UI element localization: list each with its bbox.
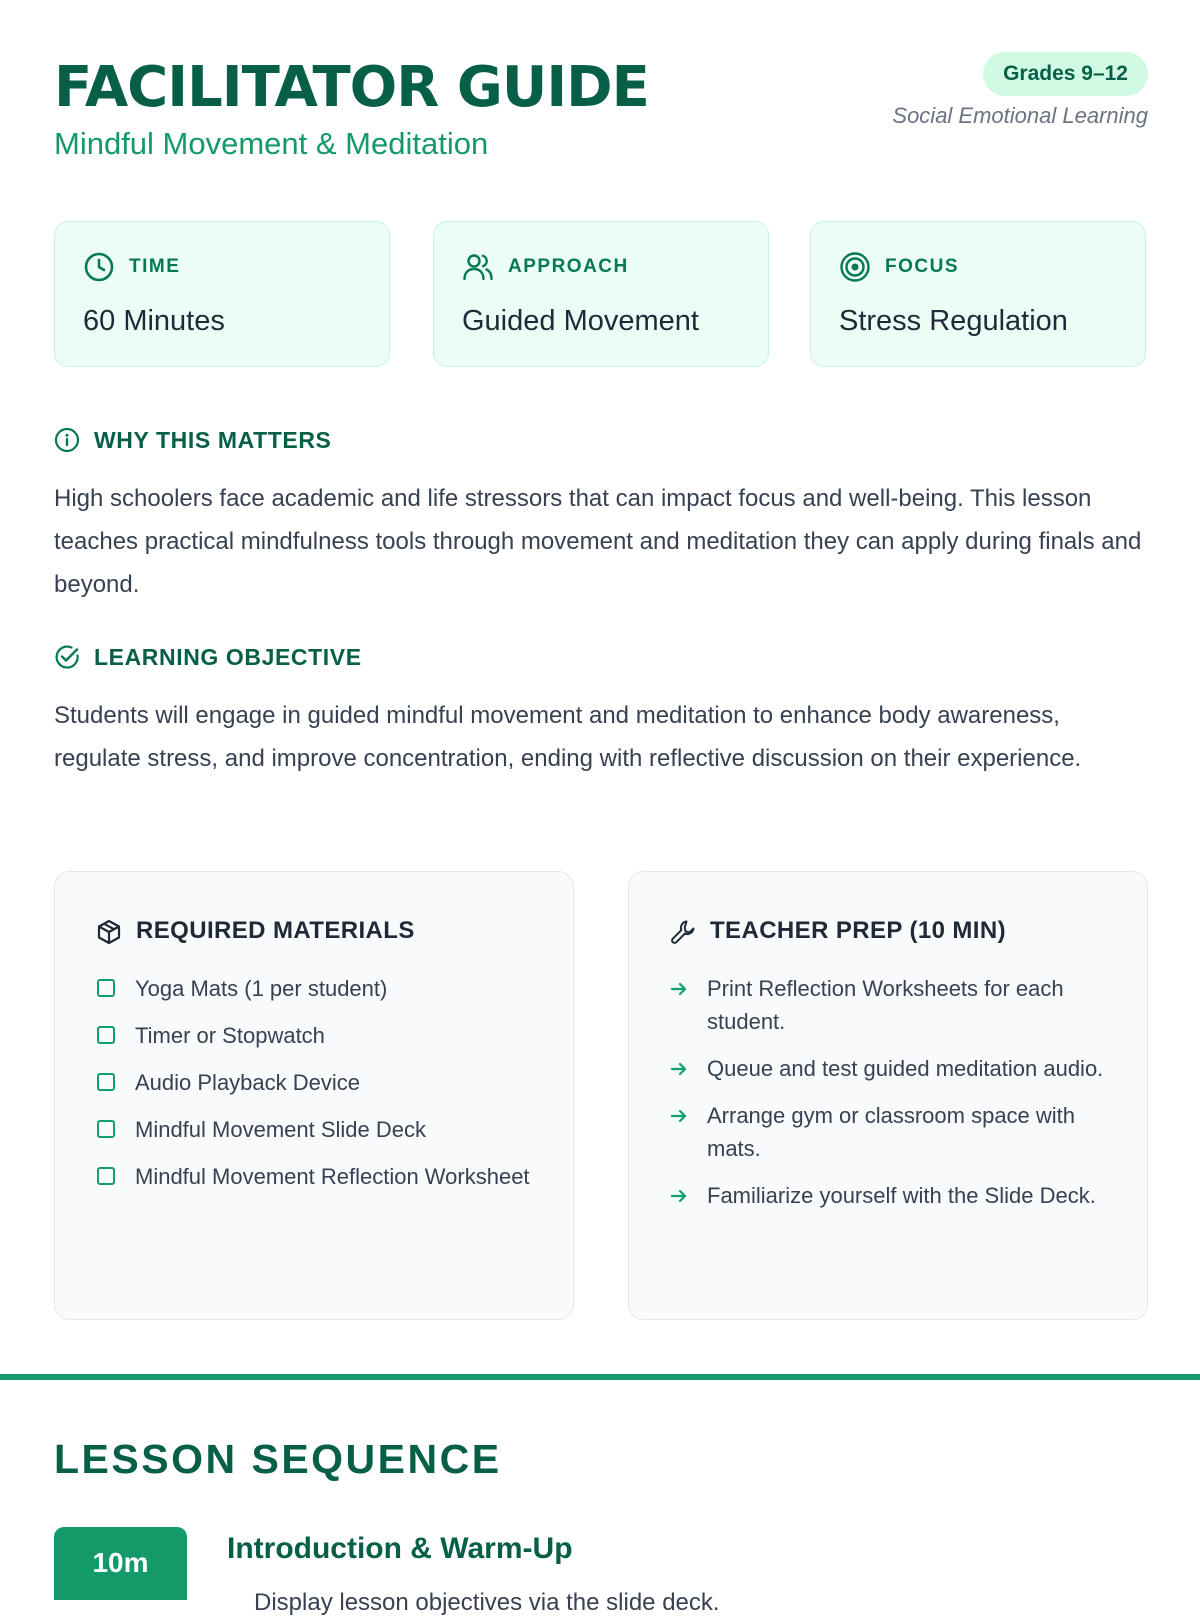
material-item[interactable] xyxy=(95,1160,535,1193)
step-duration-badge: 10m xyxy=(54,1527,187,1600)
info-card-value: Guided Movement xyxy=(462,305,699,337)
teacher-prep-panel xyxy=(628,871,1148,1320)
panel-heading: TEACHER PREP (10 MIN) xyxy=(710,917,1007,944)
materials-list xyxy=(95,972,535,1207)
section-text: Students will engage in guided mindful movement and meditation to enhance body awareness, regulate stress, and improve concentration, ending with reflective discussion on their experience. xyxy=(54,702,1082,772)
info-card-focus xyxy=(810,221,1146,367)
grade-badge: Grades 9–12 xyxy=(983,52,1148,96)
why-this-matters-section xyxy=(54,425,1148,606)
prep-item xyxy=(669,1179,1109,1212)
material-item-label: Yoga Mats (1 per student) xyxy=(135,976,388,1001)
material-item-label: Audio Playback Device xyxy=(135,1070,361,1095)
users-icon xyxy=(462,251,494,283)
info-card-time xyxy=(54,221,390,367)
header xyxy=(54,56,1148,166)
section-divider xyxy=(0,1374,1200,1380)
learning-objective-section xyxy=(54,642,1148,780)
arrow-right-icon xyxy=(669,1186,689,1206)
arrow-right-icon xyxy=(669,979,689,999)
step-description: Display lesson objectives via the slide deck. xyxy=(254,1589,720,1616)
info-card-label: FOCUS xyxy=(885,256,959,277)
target-icon xyxy=(839,251,871,283)
prep-item-label: Queue and test guided meditation audio. xyxy=(707,1056,1104,1081)
lesson-sequence-heading: LESSON SEQUENCE xyxy=(54,1436,502,1482)
page-subtitle: Mindful Movement & Meditation xyxy=(54,126,489,161)
info-cards xyxy=(54,221,1148,369)
material-item[interactable] xyxy=(95,1019,535,1052)
prep-item xyxy=(669,972,1109,1038)
info-card-approach xyxy=(433,221,769,367)
prep-item xyxy=(669,1099,1109,1165)
info-icon xyxy=(54,427,80,453)
prep-list xyxy=(669,972,1109,1226)
info-card-value: 60 Minutes xyxy=(83,305,225,337)
step-title: Introduction & Warm-Up xyxy=(227,1532,573,1565)
prep-item-label: Familiarize yourself with the Slide Deck. xyxy=(707,1183,1096,1208)
wrench-icon xyxy=(669,918,697,946)
section-text: High schoolers face academic and life stressors that can impact focus and well-being. This lesson teaches practical mindfulness tools through movement and meditation they can apply during finals and beyond. xyxy=(54,485,1142,598)
material-item-label: Mindful Movement Reflection Worksheet xyxy=(135,1164,530,1189)
checkbox[interactable] xyxy=(97,1073,115,1091)
prep-item-label: Arrange gym or classroom space with mats. xyxy=(707,1103,1076,1161)
section-header xyxy=(54,425,1148,457)
check-circle-icon xyxy=(54,644,80,670)
section-heading: LEARNING OBJECTIVE xyxy=(94,644,362,670)
prep-item xyxy=(669,1052,1109,1085)
section-header xyxy=(54,642,1148,674)
section-heading: WHY THIS MATTERS xyxy=(94,427,332,453)
package-icon xyxy=(95,918,123,946)
info-card-label: TIME xyxy=(129,256,181,277)
material-item[interactable] xyxy=(95,1066,535,1099)
material-item[interactable] xyxy=(95,972,535,1005)
required-materials-panel xyxy=(54,871,574,1320)
prep-item-label: Print Reflection Worksheets for each student. xyxy=(707,976,1064,1034)
info-card-value: Stress Regulation xyxy=(839,305,1068,337)
clock-icon xyxy=(83,251,115,283)
category-label: Social Emotional Learning xyxy=(892,103,1148,128)
page-title: FACILITATOR GUIDE xyxy=(54,55,649,120)
checkbox[interactable] xyxy=(97,1026,115,1044)
panel-heading: REQUIRED MATERIALS xyxy=(136,917,415,944)
lesson-step xyxy=(54,1527,1148,1616)
arrow-right-icon xyxy=(669,1059,689,1079)
arrow-right-icon xyxy=(669,1106,689,1126)
info-card-label: APPROACH xyxy=(508,256,629,277)
material-item[interactable] xyxy=(95,1113,535,1146)
checkbox[interactable] xyxy=(97,1167,115,1185)
checkbox[interactable] xyxy=(97,1120,115,1138)
material-item-label: Mindful Movement Slide Deck xyxy=(135,1117,427,1142)
material-item-label: Timer or Stopwatch xyxy=(135,1023,325,1048)
checkbox[interactable] xyxy=(97,979,115,997)
